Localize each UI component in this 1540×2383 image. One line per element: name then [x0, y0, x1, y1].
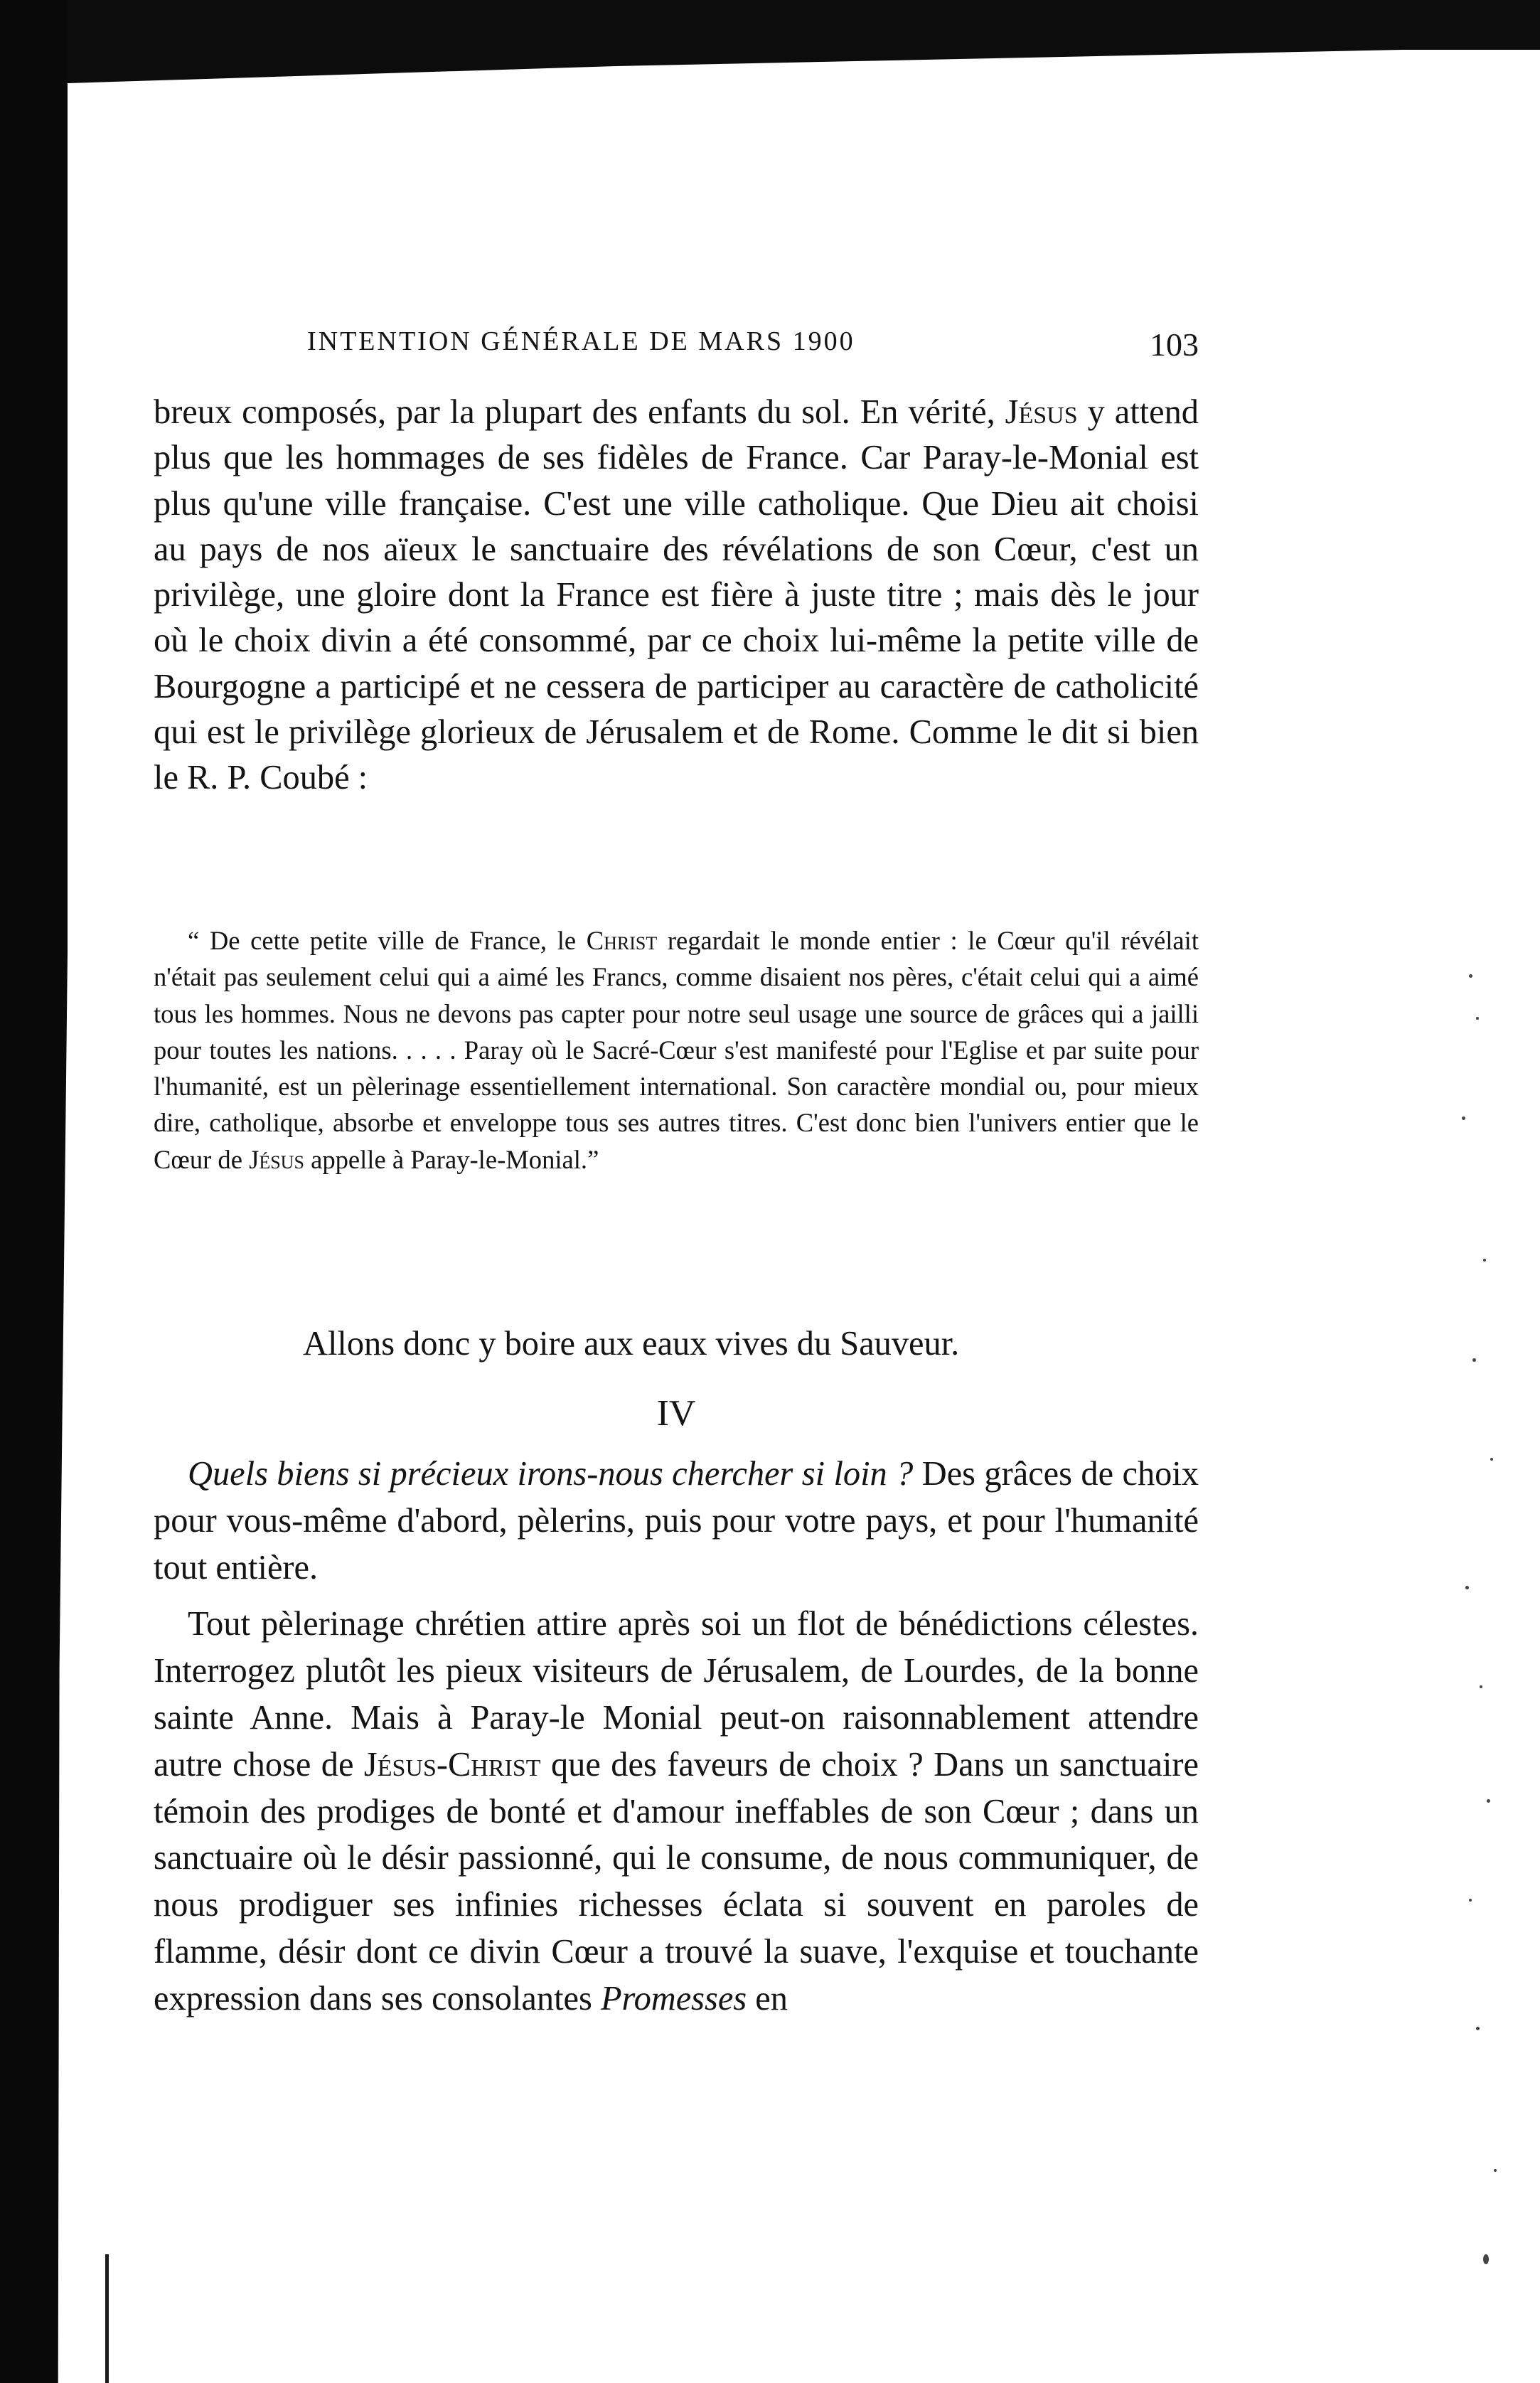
italic-question: Quels biens si précieux irons-nous chercher si loin ? [188, 1455, 914, 1493]
section-paragraph-1: Quels biens si précieux irons-nous chercher si loin ? Des grâces de choix pour vous-même d'abord, pèlerins, puis pour votre pays, et pour l'humanité tout entière. [154, 1455, 1199, 1587]
paragraph-1 [154, 390, 1199, 801]
name-christ: Christ [586, 926, 658, 955]
page-number: 103 [1150, 326, 1199, 363]
name-jesus: Jésus [1005, 393, 1078, 431]
scan-left-border [0, 0, 68, 2383]
scan-top-border [0, 0, 1540, 50]
running-head-title: INTENTION GÉNÉRALE DE MARS 1900 [307, 326, 855, 356]
quotation-coube [154, 922, 1199, 1178]
closing-line [154, 1321, 1199, 1367]
quotation-text: “ De cette petite ville de France, le Christ regardait le monde entier : le Cœur qu'il révélait n'était pas seulement celui qui a aimé les Francs, comme disaient nos pères, c'était celui qui a aimé tous les hommes. Nous ne devons pas capter pour notre seul usage une source de grâces qui a jailli pour toutes les nations. . . . . Paray où le Sacré-Cœur s'est manifesté pour l'Eglise et par suite pour l'humanité, est un pèlerinage essentiellement international. Son caractère mondial ou, pour mieux dire, catholique, absorbe et enveloppe tous ses autres titres. C'est donc bien l'univers entier que le Cœur de Jésus appelle à Paray-le-Monial.” [154, 926, 1199, 1174]
paragraph-1-text: breux composés, par la plupart des enfants du sol. En vérité, Jésus y attend plus que les hommages de ses fidèles de France. Car Paray-le-Monial est plus qu'une ville française. C'est une ville catholique. Que Dieu ait choisi au pays de nos aïeux le sanctuaire des révélations de son Cœur, c'est un privilège, une gloire dont la France est fière à juste titre ; mais dès le jour où le choix divin a été consommé, par ce choix lui-même la petite ville de Bourgogne a participé et ne cessera de participer au caractère de catholicité qui est le privilège glorieux de Jérusalem et de Rome. Comme le dit si bien le R. P. Coubé : [154, 393, 1199, 797]
section-iv-body [154, 1451, 1199, 2022]
closing-line-text: Allons donc y boire aux eaux vives du Sauveur. [303, 1325, 960, 1363]
scan-top-border-shadow [0, 43, 1540, 85]
section-paragraph-2: Tout pèlerinage chrétien attire après soi un flot de bénédictions célestes. Interrogez plutôt les pieux visiteurs de Jérusalem, de Lourdes, de la bonne sainte Anne. Mais à Paray-le Monial peut-on raisonnablement attendre autre chose de Jésus-Christ que des faveurs de choix ? Dans un sanctuaire témoin des prodiges de bonté et d'amour ineffables de son Cœur ; dans un sanctuaire où le désir passionné, qui le consume, de nous communiquer, de nous prodiguer ses infinies richesses éclata si souvent en paroles de flamme, désir dont ce divin Cœur a trouvé la suave, l'exquise et touchante expression dans ses consolantes Promesses en [154, 1605, 1199, 2017]
name-jesus-christ: Jésus-Christ [363, 1745, 541, 1784]
italic-promesses: Promesses [600, 1979, 747, 2017]
name-jesus-quote: Jésus [249, 1144, 304, 1174]
running-head [154, 326, 1199, 375]
section-heading: IV [656, 1393, 696, 1434]
scan-noise-specks [1455, 960, 1540, 2382]
scan-left-edge-line [105, 2254, 109, 2383]
